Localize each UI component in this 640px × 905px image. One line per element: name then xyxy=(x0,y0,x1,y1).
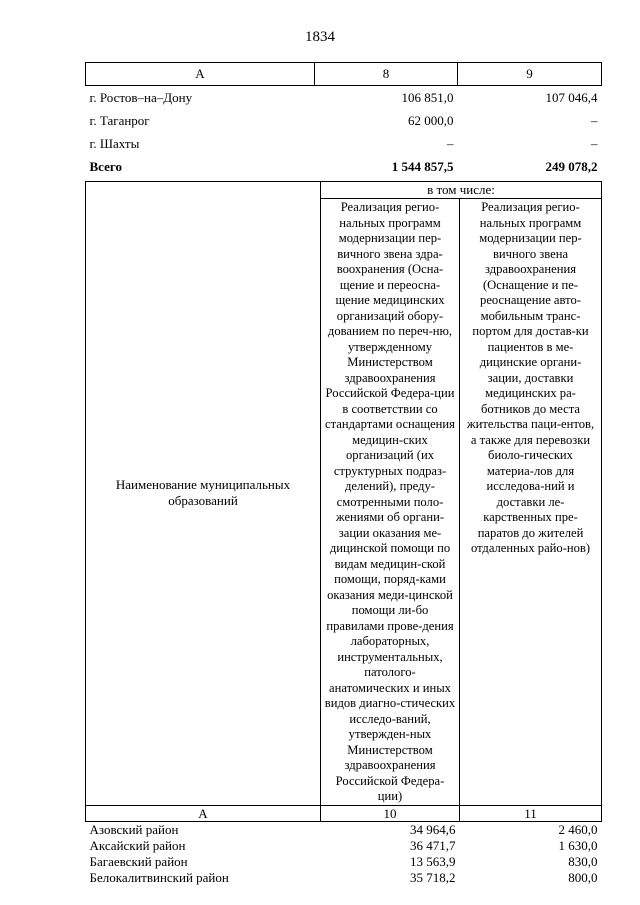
row-name: г. Ростов–на–Дону xyxy=(89,90,193,105)
table-row xyxy=(86,838,602,854)
district-value-10: 13 563,9 xyxy=(410,853,456,869)
table-row xyxy=(86,870,602,886)
group-header-row xyxy=(86,182,602,199)
col-11-description: Реализация регио-нальных программ модернизации пер-вичного звена здравоохранения (Оснащение и пе-реоснащение авто-мобильным транс-портом для достав-ки пациентов в ме-дицинские органи-зации, доставки медицинских ра-ботников до места жительства паци-ентов, а также для перевозки биоло-гических материа-лов для исследова-ний и доставки ле-карственных пре-паратов до жителей отдаленных райо-нов) xyxy=(460,199,602,806)
table-header-row xyxy=(86,63,602,86)
table-row xyxy=(86,821,602,838)
district-name: Азовский район xyxy=(89,821,179,837)
col-header-a: А xyxy=(86,63,315,86)
district-name: Аксайский район xyxy=(89,837,186,853)
row-name: г. Шахты xyxy=(89,136,140,151)
including-header: в том числе: xyxy=(321,182,602,199)
col-header-9: 9 xyxy=(458,63,602,86)
index-10: 10 xyxy=(321,805,460,821)
total-row xyxy=(86,155,602,178)
table-row xyxy=(86,132,602,155)
table-main xyxy=(85,181,602,886)
district-value-10: 35 718,2 xyxy=(410,869,456,885)
total-label: Всего xyxy=(89,159,122,174)
index-row xyxy=(86,805,602,821)
district-value-11: 2 460,0 xyxy=(558,821,598,837)
district-value-11: 1 630,0 xyxy=(558,837,598,853)
row-value-8: 62 000,0 xyxy=(408,113,454,128)
district-value-10: 36 471,7 xyxy=(410,837,456,853)
table-row xyxy=(86,854,602,870)
total-value-9: 249 078,2 xyxy=(545,159,598,174)
row-value-8: – xyxy=(447,136,454,151)
index-a: А xyxy=(86,805,321,821)
total-value-8: 1 544 857,5 xyxy=(391,159,454,174)
page-number: 1834 xyxy=(305,29,335,45)
district-name: Багаевский район xyxy=(89,853,188,869)
district-value-11: 830,0 xyxy=(568,853,598,869)
municipality-name-header: Наименование муниципальных образований xyxy=(86,182,321,806)
table-top xyxy=(85,62,602,178)
district-value-10: 34 964,6 xyxy=(410,821,456,837)
table-row xyxy=(86,86,602,110)
col-10-description: Реализация регио-нальных программ модернизации пер-вичного звена здра-воохранения (Осна-щение и переосна-щение медицинских организаций обору-дованием по переч-ню, утвержденному Министерством здравоохранения Российской Федера-ции в соответствии со стандартами оснащения медицин-ских организаций (их структурных подраз-делений), преду-смотренными поло-жениями об органи-зации оказания ме-дицинской помощи по видам медицин-ской помощи, поряд-ками оказания меди-цинской помощи ли-бо правилами прове-дения лабораторных, инструментальных, патолого-анатомических и иных видов диагно-стических исследо-ваний, утвержден-ных Министерством здравоохранения Российской Федера-ции) xyxy=(321,199,460,806)
district-name: Белокалитвинский район xyxy=(89,869,229,885)
row-name: г. Таганрог xyxy=(89,113,150,128)
row-value-9: – xyxy=(591,113,598,128)
index-11: 11 xyxy=(460,805,602,821)
district-value-11: 800,0 xyxy=(568,869,598,885)
col-header-8: 8 xyxy=(315,63,458,86)
row-value-9: – xyxy=(591,136,598,151)
row-value-9: 107 046,4 xyxy=(545,90,598,105)
table-row xyxy=(86,109,602,132)
row-value-8: 106 851,0 xyxy=(401,90,454,105)
